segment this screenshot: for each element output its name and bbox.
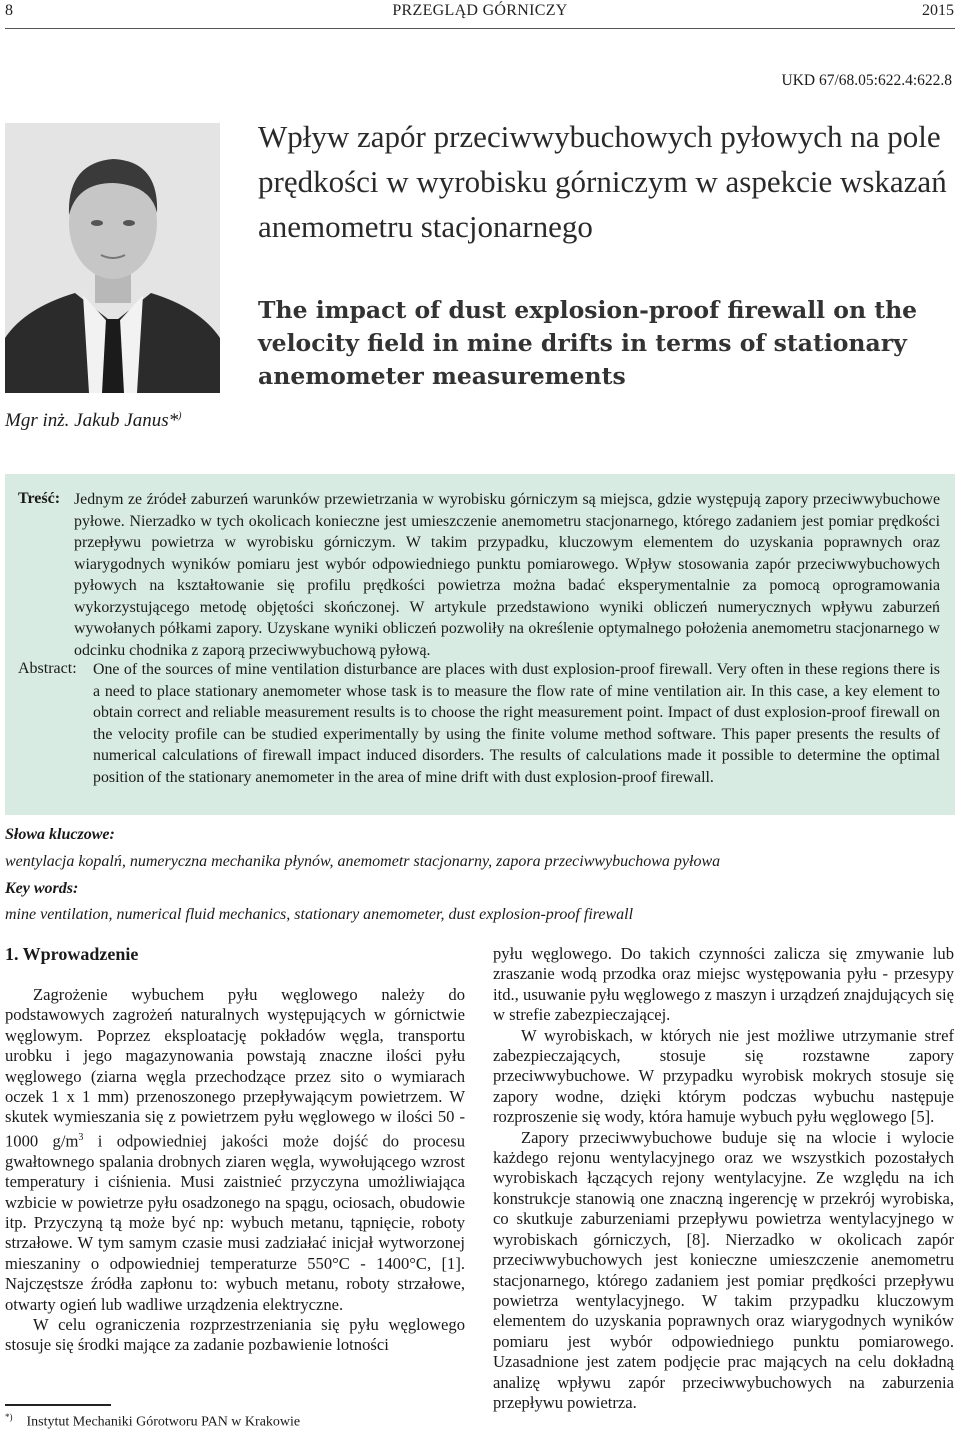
footnote-mark: *): [5, 1412, 13, 1422]
right-paragraph-0: pyłu węglowego. Do takich czynności zalicza się zmywanie lub zraszanie wodą przodka oraz miejsc występowania pyłu - przesypy itd., usuwanie pyłu węglowego z maszyn i urządzeń znajdujących się w strefie zabezpieczającej.: [493, 944, 954, 1025]
abstract-label: Abstract:: [18, 660, 77, 677]
keywords-pl-label: Słowa kluczowe:: [5, 826, 115, 843]
title-polish: Wpływ zapór przeciwwybuchowych pyłowych na pole prędkości w wyrobisku górniczym w aspekcie wskazań anemometru stacjonarnego: [258, 119, 947, 244]
author-footnote-mark: ): [178, 410, 182, 422]
header-rule: [5, 28, 955, 29]
abstract-text: One of the sources of mine ventilation disturbance are places with dust explosion-proof firewall. Very often in these regions there is a need to place stationary anemometer whose task is to measure the flow rate of mine ventilation air. In this case, a key element to obtain correct and reliable measurement results is to choose the right measurement point. Impact of dust explosion-proof firewall on the velocity profile can be studied experimentally by using the finite volume method software. This paper presents the results of numerical calculations of firewall impact induced disorders. The results of calculations made it possible to determine the optimal position of the stationary anemometer in the area of mine drift with dust explosion-proof firewall.: [93, 661, 940, 786]
footnote: [5, 1412, 300, 1431]
keywords-en-label: Key words:: [5, 880, 79, 897]
right-paragraph-1: W wyrobiskach, w których nie jest możliwe utrzymanie stref zabezpieczających, stosuje się rozstawne zapory przeciwwybuchowe. W przypadku wyrobisk mokrych stosuje się zapory wodne, dzięki którym podczas wybuchu następuje rozproszenie się wody, która hamuje wybuch pyłu węglowego [5].: [493, 1025, 954, 1127]
keywords-pl-text: wentylacja kopalń, numeryczna mechanika płynów, anemometr stacjonarny, zapora przeciwwybuchowa pyłowa: [5, 853, 721, 870]
author-photo: [5, 123, 220, 393]
footnote-text: Instytut Mechaniki Górotworu PAN w Krakowie: [26, 1414, 301, 1430]
author-name: Mgr inż. Jakub Janus*): [5, 410, 182, 431]
title-english: The impact of dust explosion-proof firewall on the velocity field in mine drifts in terms of stationary anemometer measurements: [258, 296, 918, 390]
left-column: [5, 985, 465, 1356]
right-paragraph-2: Zapory przeciwwybuchowe buduje się na wlocie i wylocie każdego rejonu wentylacyjnego oraz we wszystkich pozostałych wyrobiskach łączących rejony wentylacyjne. Ze względu na ich konstrukcje stanowią one znaczną ingerencję w przekrój wyrobiska, co skutkuje zaburzeniami przepływu powietrza wentylacyjnego w wyrobiskach górniczych, [8]. Nierzadko w okolicach zapór przeciwwybuchowych jest konieczne umieszczenie anemometru stacjonarnego, którego zadaniem jest pomiar prędkości przepływu powietrza wentylacyjnego. W takim przypadku kluczowym elementem do uzyskania poprawnych oraz wiarygodnych wyników pomiaru jest wybór odpowiedniego punktu pomiarowego. Uzasadnione jest zatem podjęcie prac mających na celu dokładną analizę wpływu zapór przeciwwybuchowych na zaburzenia przepływu powietrza.: [493, 1127, 954, 1412]
tresc-label: Treść:: [18, 490, 61, 507]
footnote-rule: [5, 1404, 111, 1406]
section-heading: 1. Wprowadzenie: [5, 944, 139, 964]
journal-year: 2015: [922, 2, 954, 19]
tresc-text: Jednym ze źródeł zaburzeń warunków przewietrzania w wyrobisku górniczym są miejsca, gdzie występują zapory przeciwwybuchowe pyłowe. Nierzadko w tych okolicach konieczne jest umieszczenie anemometru stacjonarnego, którego zadaniem jest pomiar prędkości przepływu powietrza w wyrobisku górniczym. W takim przypadku, kluczowym elementem do uzyskania poprawnych oraz wiarygodnych wyników pomiaru jest wybór odpowiedniego punktu pomiarowego. Wpływ stosowania zapór przeciwwybuchowych pyłowych na kształtowanie się profilu prędkości powietrza można badać eksperymentalnie za pomocą oprogramowania wykorzystującego metodę objętości skończonej. W artykule przedstawiono wyniki obliczeń numerycznych wpływu zaburzeń wywołanych półkami zapory. Uzyskane wyniki obliczeń pozwoliły na określenie optymalnego położenia anemometru stacjonarnego w odcinku chodnika z zaporą przeciwwybuchową pyłową.: [74, 491, 940, 659]
author-portrait-icon: [5, 123, 220, 393]
journal-name: PRZEGLĄD GÓRNICZY: [392, 2, 568, 19]
left-paragraph-2: W celu ograniczenia rozprzestrzeniania się pyłu węglowego stosuje się środki mające za zadanie pozbawienie lotności: [5, 1315, 465, 1355]
right-column: [493, 944, 954, 1413]
udc-code: UKD 67/68.05:622.4:622.8: [781, 72, 952, 89]
left-paragraph-1: Zagrożenie wybuchem pyłu węglowego należy do podstawowych zagrożeń naturalnych występujących w górnictwie węglowym. Poprzez eksploatację pokładów węgla, transportu urobku i jego magazynowania powstają znaczne ilości pyłu węglowego (ziarna węgla przechodzące przez sito o wymiarach oczek 1 x 1 mm) przenoszonego przepływającym powietrzem. W skutek wymieszania się z powietrzem pyłu węglowego w ilości 50 - 1000 $g/m^3$ i odpowiedniej jakości może dojść do procesu gwałtownego spalania drobnych ziaren węgla, wywołującego wzrost temperatury i ciśnienia. Musi zaistnieć przyczyna umożliwiająca wzbicie w powietrze pyłu osadzonego na spągu, ociosach, obudowie itp. Przyczyną tą może być np: wybuch metanu, tąpnięcie, roboty strzałowe. W tym samym czasie musi zadziałać inicjał wytworzonej mieszaniny o odpowiedniej temperaturze 550°C - 1400°C, [1]. Najczęstsze źródła zapłonu to: wybuch metanu, roboty strzałowe, otwarty ogień lub wadliwe urządzenia elektryczne.: [5, 985, 466, 1314]
page-number: 8: [5, 2, 13, 19]
keywords-en-text: mine ventilation, numerical fluid mechanics, stationary anemometer, dust explosion-proof firewall: [5, 906, 634, 923]
